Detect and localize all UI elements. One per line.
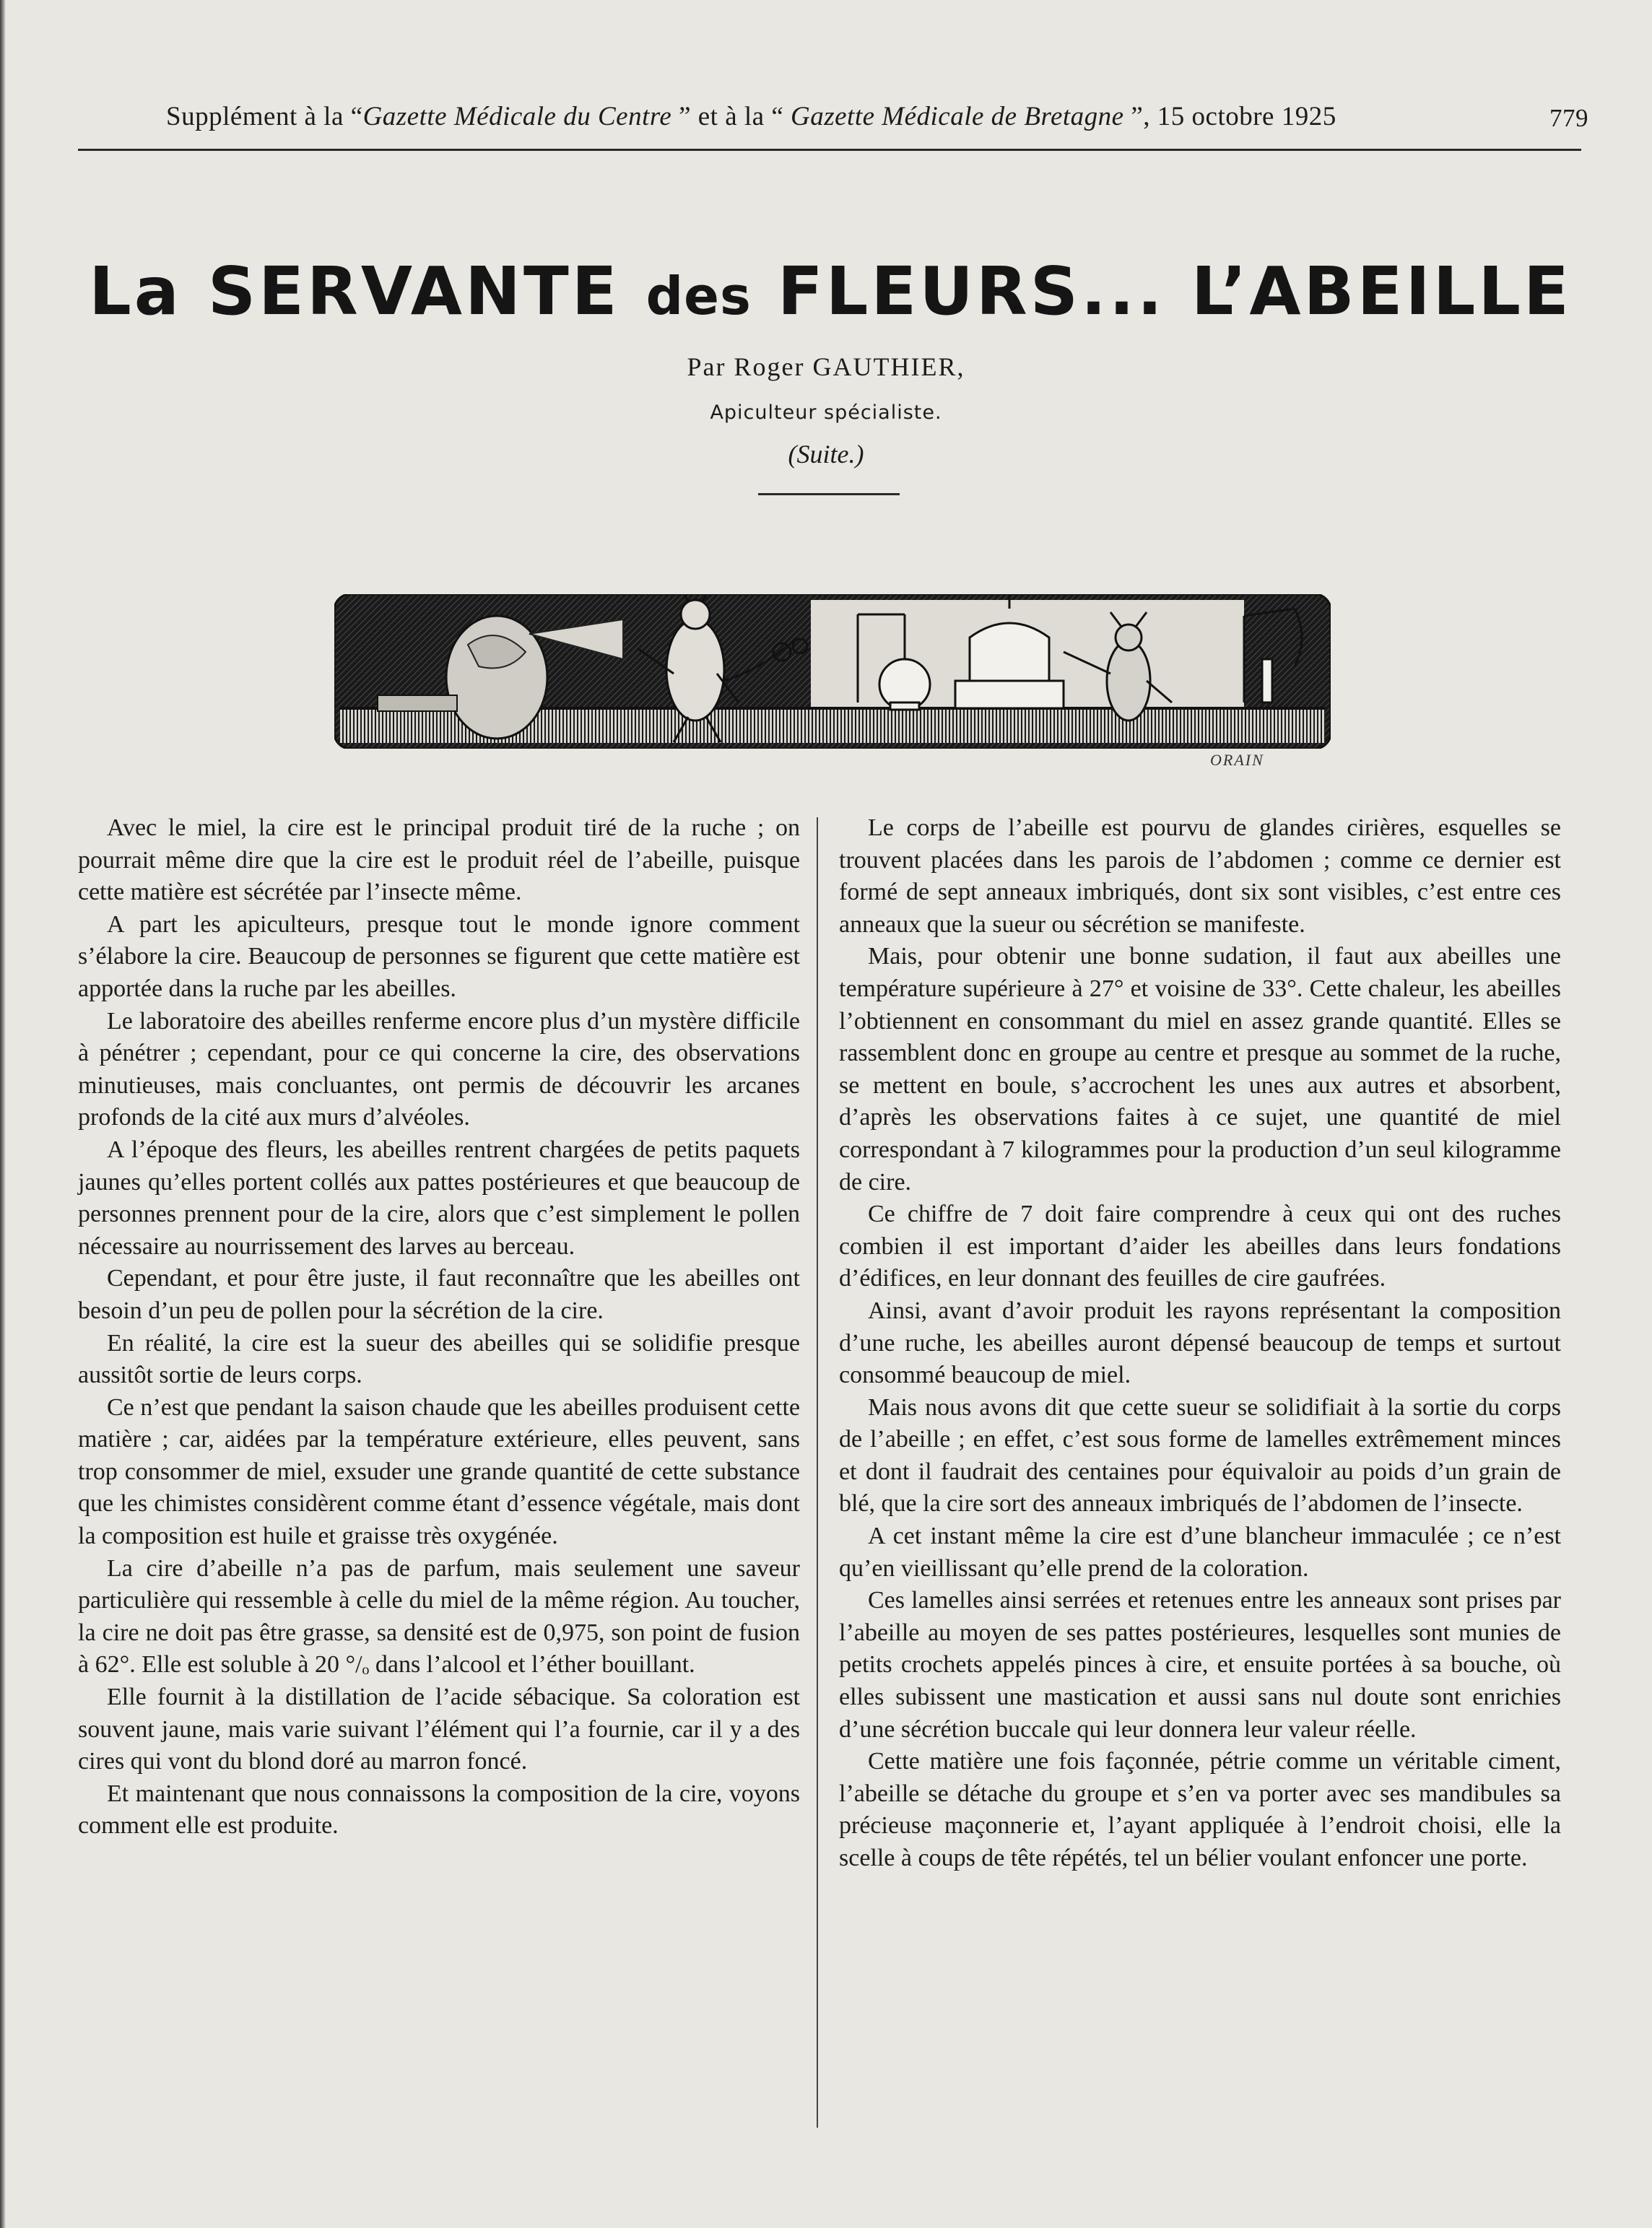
paragraph: Avec le miel, la cire est le principal produit tiré de la ruche ; on pourrait même dire que la cire est le produit réel de l’abeille, puisque cette matière est sécrétée par l’insecte même. xyxy=(78,814,800,906)
title-rule xyxy=(758,493,900,495)
paragraph: Cette matière une fois façonnée, pétrie comme un véritable ciment, l’abeille se détache du groupe et s’en va porter avec ses mandibules sa précieuse maçonnerie et, l’ayant appliquée à l’endroit choisi, elle la scelle à coups de tête répétés, tel un bélier voulant enfoncer une porte. xyxy=(839,1748,1561,1871)
paragraph: Ce chiffre de 7 doit faire comprendre à ceux qui ont des ruches combien il est important d’aider les abeilles dans leurs fondations d’édifices, en leur donnant des feuilles de cire gaufrées. xyxy=(839,1201,1561,1292)
bee-laboratory-illustration xyxy=(334,594,1331,749)
paragraph: Ainsi, avant d’avoir produit les rayons représentant la composition d’une ruche, les abeilles auront dépensé beaucoup de temps et surtout consommé beaucoup de miel. xyxy=(839,1297,1561,1389)
gazette-centre-name: Gazette Médicale du Centre xyxy=(362,102,672,131)
article-column-right xyxy=(839,812,1561,1875)
paragraph: En réalité, la cire est la sueur des abeilles qui se solidifie presque aussitôt sortie de leurs corps. xyxy=(78,1329,800,1389)
paragraph: A cet instant même la cire est d’une blancheur immaculée ; ce n’est qu’en vieillissant qu’elle prend de la coloration. xyxy=(839,1523,1561,1582)
article-byline: Par Roger GAUTHIER, xyxy=(687,352,965,381)
paragraph: Ce n’est que pendant la saison chaude que les abeilles produisent cette matière ; car, aidées par la température extérieure, elles peuvent, sans trop consommer de miel, exsuder une grande quantité de cette substance que les chimistes considèrent comme étant d’essence végétale, mais dont la composition est huile et graisse très oxygénée. xyxy=(78,1393,800,1550)
header-rule xyxy=(78,149,1581,151)
paragraph: A l’époque des fleurs, les abeilles rentrent chargées de petits paquets jaunes qu’elles portent collés aux pattes postérieures et que beaucoup de personnes prennent pour de la cire, alors que c’est simplement le pollen nécessaire au nourrissement des larves au berceau. xyxy=(78,1136,800,1260)
illustrator-signature: ORAIN xyxy=(1210,751,1264,769)
header-date: ”, 15 octobre 1925 xyxy=(1123,102,1336,131)
paragraph: A part les apiculteurs, presque tout le monde ignore comment s’élabore la cire. Beaucoup de personnes se figurent que cette matière est apportée dans la ruche par les abeilles. xyxy=(78,910,800,1002)
gazette-bretagne-name: Gazette Médicale de Bretagne xyxy=(791,102,1124,131)
paragraph: Mais nous avons dit que cette sueur se solidifiait à la sortie du corps de l’abeille ; en effet, c’est sous forme de lamelles extrêmement minces et dont il faudrait des centaines pour équivaloir au poids d’un grain de blé, que la cire sort des anneaux imbriqués de l’abdomen de l’insecte. xyxy=(839,1393,1561,1518)
header-citation: Supplément à la “Gazette Médicale du Centre ” et à la “ Gazette Médicale de Bretagne ”, 15 octobre 1925 xyxy=(166,102,1336,131)
page-spine-shadow xyxy=(0,0,6,2228)
paragraph: Cependant, et pour être juste, il faut reconnaître que les abeilles ont besoin d’un peu de pollen pour la sécrétion de la cire. xyxy=(78,1265,800,1324)
paragraph: Mais, pour obtenir une bonne sudation, il faut aux abeilles une température supérieure à 27° et voisine de 33°. Cette chaleur, les abeilles l’obtiennent en consommant du miel en assez grande quantité. Elles se rassemblent donc en groupe au centre et presque au sommet de la ruche, se mettent en boule, s’accrochent les unes aux autres et absorbent, d’après les observations faites à ce sujet, une quantité de miel correspondant à 7 kilogrammes pour la production d’un seul kilogramme de cire. xyxy=(839,943,1561,1196)
paragraph: Le laboratoire des abeilles renferme encore plus d’un mystère difficile à pénétrer ; cependant, pour ce qui concerne la cire, des observations minutieuses, mais concluantes, ont permis de découvrir les arcanes profonds de la cité aux murs d’alvéoles. xyxy=(78,1007,800,1131)
paragraph: Et maintenant que nous connaissons la composition de la cire, voyons comment elle est produite. xyxy=(78,1780,800,1840)
paragraph: La cire d’abeille n’a pas de parfum, mais seulement une saveur particulière qui ressemble à celle du miel de la même région. Au toucher, la cire ne doit pas être grasse, sa densité est de 0,975, son point de fusion à 62°. Elle est soluble à 20 °/ₒ dans l’alcool et l’éther bouillant. xyxy=(78,1554,800,1679)
continued-marker: (Suite.) xyxy=(788,440,864,469)
author-role: Apiculteur spécialiste. xyxy=(710,401,942,424)
page-number: 779 xyxy=(1549,104,1588,132)
running-header xyxy=(79,101,1588,144)
paragraph: Elle fournit à la distillation de l’acide sébacique. Sa coloration est souvent jaune, mais varie suivant l’élément qui l’a fournie, car il y a des cires qui vont du blond doré au marron foncé. xyxy=(78,1684,800,1775)
article-column-left xyxy=(78,812,800,1842)
paragraph: Ces lamelles ainsi serrées et retenues entre les anneaux sont prises par l’abeille au moyen de ses pattes postérieures, lesquelles sont munies de petits crochets appelés pinces à cire, et ensuite portées à sa bouche, où elles subissent une mastication et aussi sans nul doute sont enrichies d’une sécrétion buccale qui leur donnera leur valeur réelle. xyxy=(839,1587,1561,1743)
article-title: La SERVANTE des FLEURS... L’ABEILLE xyxy=(89,253,1572,330)
paragraph: Le corps de l’abeille est pourvu de glandes cirières, esquelles se trouvent placées dans les parois de l’abdomen ; comme ce dernier est formé de sept anneaux imbriqués, dont six sont visibles, c’est entre ces anneaux que la sueur ou sécrétion se manifeste. xyxy=(839,814,1561,938)
column-divider xyxy=(817,817,818,2128)
